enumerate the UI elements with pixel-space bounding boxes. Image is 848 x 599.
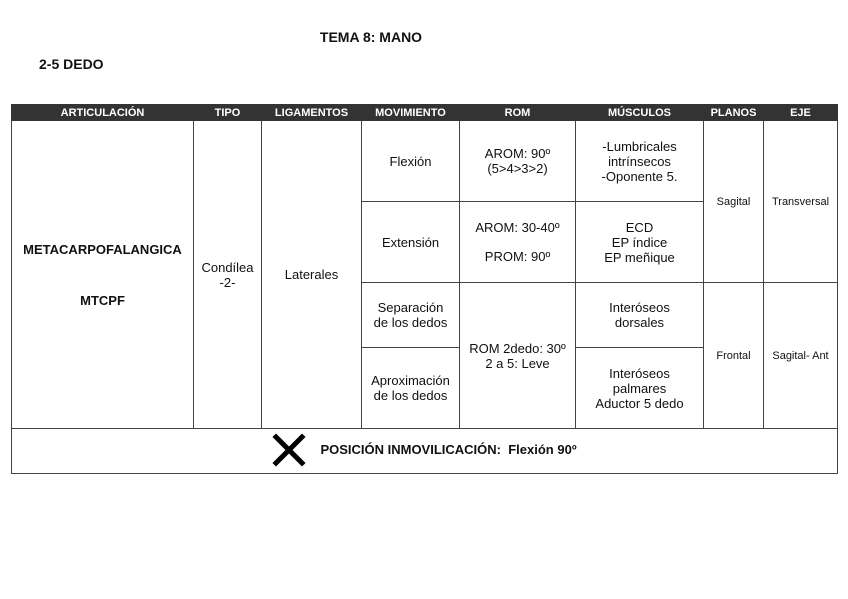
header-tipo: TIPO — [194, 105, 262, 121]
musculos-aproximacion — [576, 348, 704, 429]
x-mark-icon — [272, 433, 306, 467]
rom-flexion-line1: AROM: 90º — [484, 146, 551, 161]
movimiento-separacion — [362, 283, 460, 348]
joint-table — [11, 104, 838, 474]
musculos-aproximacion-line1: Interóseos — [609, 365, 670, 381]
musculos-separacion — [576, 283, 704, 348]
footer-row — [12, 429, 838, 474]
table-row — [12, 121, 838, 202]
movimiento-flexion: Flexión — [362, 121, 460, 202]
musculos-separacion-line2: dorsales — [614, 315, 665, 330]
rom-separacion-line2: 2 a 5: Leve — [485, 355, 550, 371]
header-movimiento: MOVIMIENTO — [362, 105, 460, 121]
tipo-line2: -2- — [219, 274, 236, 290]
rom-separacion-line1: ROM 2dedo: 30º — [469, 340, 566, 356]
inmovilizacion-text — [320, 442, 576, 457]
rom-separacion-aproximacion — [460, 283, 576, 429]
inmovilizacion-cell — [12, 429, 838, 474]
header-ligamentos: LIGAMENTOS — [262, 105, 362, 121]
planos-sagital: Sagital — [704, 121, 764, 283]
articulacion-name: METACARPOFALANGICA — [23, 241, 182, 257]
articulacion-abbr: MTCPF — [80, 292, 125, 308]
musculos-flexion-line3: -Oponente 5. — [601, 168, 678, 184]
movimiento-aproximacion — [362, 348, 460, 429]
musculos-extension-line1: ECD — [625, 219, 654, 235]
rom-extension-line1: AROM: 30-40º — [475, 220, 560, 235]
header-eje: EJE — [764, 105, 838, 121]
movimiento-aproximacion-line2: de los dedos — [373, 388, 448, 403]
rom-flexion-line2: (5>4>3>2) — [487, 161, 548, 176]
articulacion-cell — [12, 121, 194, 429]
musculos-separacion-line1: Interóseos — [609, 300, 670, 315]
movimiento-aproximacion-line1: Aproximación — [371, 373, 450, 388]
table-header-row — [12, 105, 838, 121]
header-planos: PLANOS — [704, 105, 764, 121]
musculos-aproximacion-line3: Aductor 5 dedo — [595, 395, 684, 411]
header-musculos: MÚSCULOS — [576, 105, 704, 121]
rom-extension-line2: PROM: 90º — [484, 249, 551, 264]
rom-extension — [460, 202, 576, 283]
musculos-extension-line3: EP meñique — [604, 249, 675, 265]
movimiento-extension: Extensión — [362, 202, 460, 283]
musculos-extension-line2: EP índice — [611, 234, 668, 250]
inmovilizacion-content — [272, 433, 576, 467]
musculos-flexion-line1: -Lumbricales — [602, 138, 677, 154]
musculos-aproximacion-line2: palmares — [612, 380, 667, 396]
rom-flexion — [460, 121, 576, 202]
eje-transversal: Transversal — [764, 121, 838, 283]
header-articulacion: ARTICULACIÓN — [12, 105, 194, 121]
musculos-flexion-line2: intrínsecos — [608, 153, 671, 169]
tipo-line1: Condílea — [201, 259, 254, 275]
page-title: TEMA 8: MANO — [319, 29, 423, 45]
ligamentos-cell: Laterales — [262, 121, 362, 429]
movimiento-separacion-line1: Separación — [377, 300, 444, 315]
musculos-extension — [576, 202, 704, 283]
section-subtitle: 2-5 DEDO — [39, 56, 104, 72]
planos-frontal: Frontal — [704, 283, 764, 429]
eje-sagital-ant: Sagital- Ant — [764, 283, 838, 429]
movimiento-separacion-line2: de los dedos — [373, 315, 448, 330]
inmovilizacion-label: POSICIÓN INMOVILICACIÓN: — [320, 442, 501, 457]
tipo-cell — [194, 121, 262, 429]
musculos-flexion — [576, 121, 704, 202]
header-rom: ROM — [460, 105, 576, 121]
inmovilizacion-value: Flexión 90º — [508, 442, 577, 457]
